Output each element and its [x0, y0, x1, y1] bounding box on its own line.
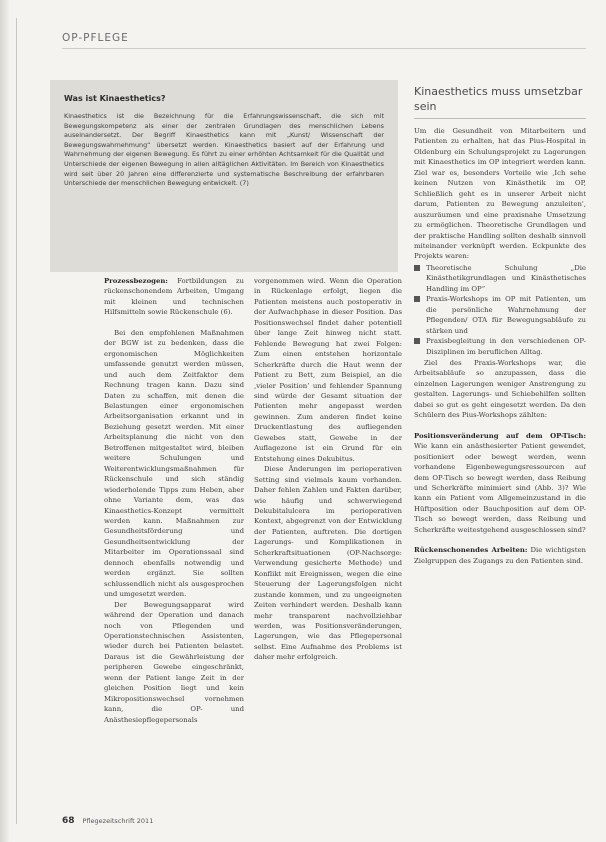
paragraph — [104, 276, 244, 318]
info-box — [50, 80, 398, 272]
info-box-body: Kinaesthetics ist die Bezeichnung für die Erfahrungswissenschaft, die sich mit Bewegungskompetenz als einer der zentralen Grundlagen des menschlichen Lebens auseinandersetzt. Der Begriff Kinaesthetics kann mit „Kunst/ Wissenschaft der Bewegungswahrnehmung“ übersetzt werden. Kinaesthetics basiert auf der Erfahrung und Wahrnehmung der eigenen Bewegung. Es führt zu einer erhöhten Achtsamkeit für die Qualität und Unterschiede der eigenen Bewegung in allen alltäglichen Aktivitäten. Im Bereich von Kinaesthetics wird seit über 20 Jahren eine differenzierte und systematische Beschreibung der erfahrbaren Unterschiede der menschlichen Bewegung entwickelt. (7) — [64, 112, 384, 188]
page-footer — [62, 816, 153, 826]
column-right — [414, 126, 586, 826]
list-item-text: Praxisbegleitung in den verschiedenen OP-Disziplinen im beruflichen Alltag. — [426, 337, 586, 356]
paragraph — [414, 545, 586, 566]
paragraph-text: Fortbildungen zu rückenschonendem Arbeiten, Umgang mit kleinen und technischen Hilfsmitteln sowie Rückenschule (6). — [104, 277, 244, 317]
lead-in: Positionsveränderung auf dem OP-Tisch: — [414, 431, 586, 440]
sidebar-divider — [414, 118, 586, 119]
page-number: 68 — [62, 816, 75, 826]
page-shadow — [0, 0, 10, 842]
list-item-text: Theoretische Schulung „Die Kinästhetikgrundlagen und Kinästhetisches Handling im OP“ — [426, 263, 586, 293]
paragraph-text: Wie kann ein anästhesierter Patient gewendet, positioniert oder bewegt werden, wenn vorhandene Eigenbewegungsressourcen auf dem OP-Tisch so bewegt werden, dass Reibung und Scherkräfte minimiert sind (Abb. 3)? Wie kann ein Patient vom Allgemeinzustand in die Hüftposition oder Bauchposition auf dem OP-Tisch so bewegt werden, dass Reibung und Scherkräfte weitestgehend ausgeschlossen sind? — [414, 442, 586, 534]
paragraph: Diese Änderungen im perioperativen Setting sind vielmals kaum vorhanden. Daher fehlen Zahlen und Fakten darüber, wie häufig und schwerwiegend Dekubitalulcera im perioperativen Kontext, abgegrenzt von der Entwicklung der Patienten, auftreten. Die dortigen Lagerungs- und Komplikationen in Scherkraftsituationen (OP-Nachsorge: Verwendung gesicherte Methode) und Konflikt mit Ereignissen, wegen die eine Steuerung der Lagerungsfolgen nicht zustande kommen, und zu ungeeigneten Zeiten verhindert werden. Deshalb kann mehr transparent nachvollziehbar werden, was Positionsveränderungen, Lagerungen, wie das Pflegepersonal selbst. Eine Aufnahme des Problems ist daher mehr erfolgreich. — [254, 465, 402, 662]
paragraph: vorgenommen wird. Wenn die Operation in Rückenlage erfolgt, liegen die Patienten meistens auch postoperativ in der Aufwachphase in dieser Position. Das Positionswechsel findet daher potentiell über lange Zeit hinweg nicht statt. Fehlende Bewegung hat zwei Folgen: Zum einen entstehen horizontale Scherkräfte durch die Haut wenn der Patient zu Bett, zum Beispiel, an die ‚vieler Position’ und fehlender Spannung sind würde der Gesamt situation der Patienten mehr angepasst werden gewinnen. Zum anderen findet keine Druckentlastung des aufliegenden Gewebes statt, Gewebe in der Auflagezone ist ein Grund für ein Entstehung eines Dekubitus. — [254, 277, 402, 463]
paragraph: Bei den empfohlenen Maßnahmen der BGW ist zu bedenken, dass die ergonomischen Möglichkeiten umfassende genutzt werden müssen, und auch dem Zeitfaktor dem Rechnung tragen kann. Dazu sind Daten zu schaffen, mit denen die Belastungen einer ergonomischen Arbeitsorganisation erkannt und in Beziehung gesetzt werden. Mit einer Arbeitsplanung die nicht von den Betroffenen mitgestaltet wird, bleiben weitere Schulungen und Weiterentwicklungsmaßnahmen für Rückenschule und sich ständig wiederholende Tipps zum Heben, aber ohne Variante dem, was das Kinaesthetics-Konzept vermittelt werden kann. Maßnahmen zur Gesundheitsförderung und Gesundheitsentwicklung der Mitarbeiter im Operationssaal sind dennoch ebenfalls notwendig und werden ergänzt. Sie sollten schlussendlich nicht als ausgesprochen und umgesetzt werden. — [104, 328, 244, 599]
square-bullet-icon — [414, 338, 420, 344]
sidebar-heading: Kinaesthetics muss umsetzbar sein — [414, 85, 583, 113]
list-item — [414, 336, 586, 357]
lead-in: Rückenschonendes Arbeiten: — [414, 546, 528, 555]
publication-name: Pflegezeitschrift 2011 — [82, 817, 154, 825]
paragraph — [414, 431, 586, 536]
section-divider — [62, 48, 586, 49]
info-box-title: Was ist Kinaesthetics? — [64, 94, 166, 103]
lead-in: Prozessbezogen: — [104, 277, 168, 285]
paragraph-text: Die wichtigsten Zielgruppen des Zugangs zu den Patienten sind. — [414, 546, 586, 565]
list-item-text: Praxis-Workshops im OP mit Patienten, um die persönliche Wahrnehmung der Pflegenden/ OTA für Bewegungsabläufe zu stärken und — [426, 295, 586, 335]
binding-line — [16, 18, 17, 824]
bullet-list — [414, 263, 586, 357]
column-left — [104, 276, 244, 816]
square-bullet-icon — [414, 296, 420, 302]
paragraph: Um die Gesundheit von Mitarbeitern und Patienten zu erhalten, hat das Pius-Hospital in Oldenburg ein Schulungsprojekt zu Lagerungen mit Kinaesthetics im OP integriert werden kann. Ziel war es, besonders Vorteile wie ‚Ich sehe keinen Nutzen von Kinästhetik im OP, Schließlich geht es in unserer Arbeit nicht darum, Patienten zu Bewegung anzuleiten', auszuräumen und eine praxisnahe Umsetzung zu ermöglichen. Theoretische Grundlagen und der praktische Handling sollten deshalb sinnvoll miteinander verknüpft werden. Eckpunkte des Projekts waren: — [414, 127, 586, 261]
column-middle — [254, 276, 402, 816]
square-bullet-icon — [414, 265, 420, 271]
list-item — [414, 294, 586, 336]
paragraph: Der Bewegungsapparat wird während der Operation und danach noch von Pflegenden und Operationstechnischen Assistenten, wieder durch bei Patienten belastet. Daraus ist die Gewährleistung der peripheren Gewebe eingeschränkt, wenn der Patient lange Zeit in der gleichen Position liegt und kein Mikropositionswechsel vornehmen kann, die OP- und Anästhesiepflegepersonals — [104, 600, 244, 724]
list-item — [414, 263, 586, 294]
paragraph: Ziel des Praxis-Workshops war, die Arbeitsabläufe so anzupassen, dass die einzelnen Lagerungen weniger Anstrengung zu gestalten. Lagerungs- und Schiebehilfen sollten dabei so gut es geht eingesetzt werden. Da den Schülern des Pius-Workshops zählten: — [414, 358, 586, 420]
section-label: OP-PFLEGE — [62, 32, 129, 44]
